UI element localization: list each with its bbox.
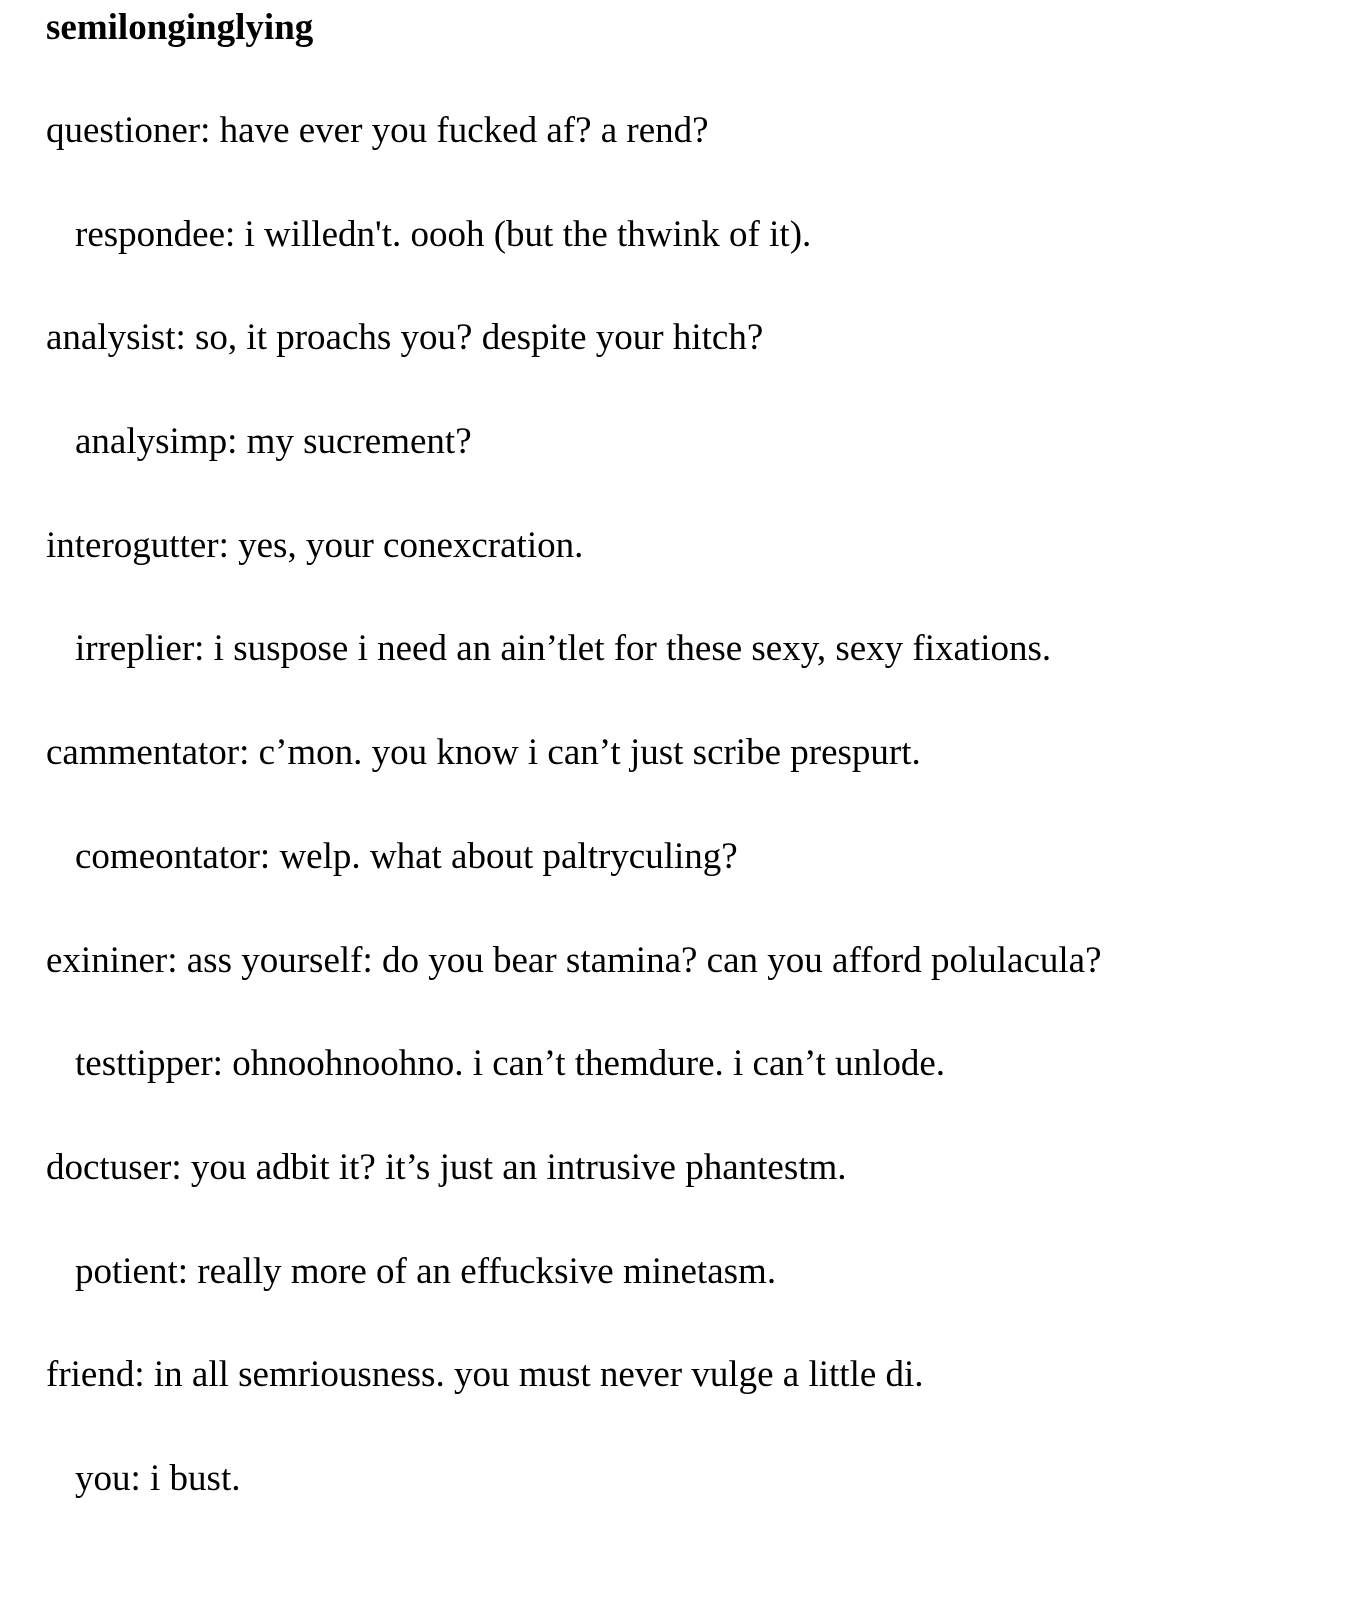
dialogue-list xyxy=(0,106,1102,1558)
dialogue-line-analysist: analysist: so, it proachs you? despite your hitch? xyxy=(46,317,764,359)
dialogue-line-friend: friend: in all semriousness. you must never vulge a little di. xyxy=(46,1354,924,1396)
dialogue-line-analysimp: analysimp: my sucrement? xyxy=(75,421,472,463)
dialogue-line-doctuser: doctuser: you adbit it? it’s just an intrusive phantestm. xyxy=(46,1146,847,1188)
dialogue-line-you: you: i bust. xyxy=(75,1457,241,1499)
dialogue-line-potient: potient: really more of an effucksive minetasm. xyxy=(75,1250,777,1292)
dialogue-line-respondee: respondee: i willedn't. oooh (but the thwink of it). xyxy=(75,213,812,255)
dialogue-line-exininer: exininer: ass yourself: do you bear stamina? can you afford polulacula? xyxy=(46,939,1102,981)
dialogue-line-testtipper: testtipper: ohnoohnoohno. i can’t themdure. i can’t unlode. xyxy=(75,1043,946,1085)
dialogue-line-irreplier: irreplier: i suspose i need an ain’tlet for these sexy, sexy fixations. xyxy=(75,628,1052,670)
dialogue-line-cammentator: cammentator: c’mon. you know i can’t just scribe prespurt. xyxy=(46,732,921,774)
document-title: semilonginglying xyxy=(46,7,314,48)
dialogue-line-comeontator: comeontator: welp. what about paltryculing? xyxy=(75,835,738,877)
dialogue-line-questioner: questioner: have ever you fucked af? a rend? xyxy=(46,110,709,151)
dialogue-line-interogutter: interogutter: yes, your conexcration. xyxy=(46,524,584,566)
